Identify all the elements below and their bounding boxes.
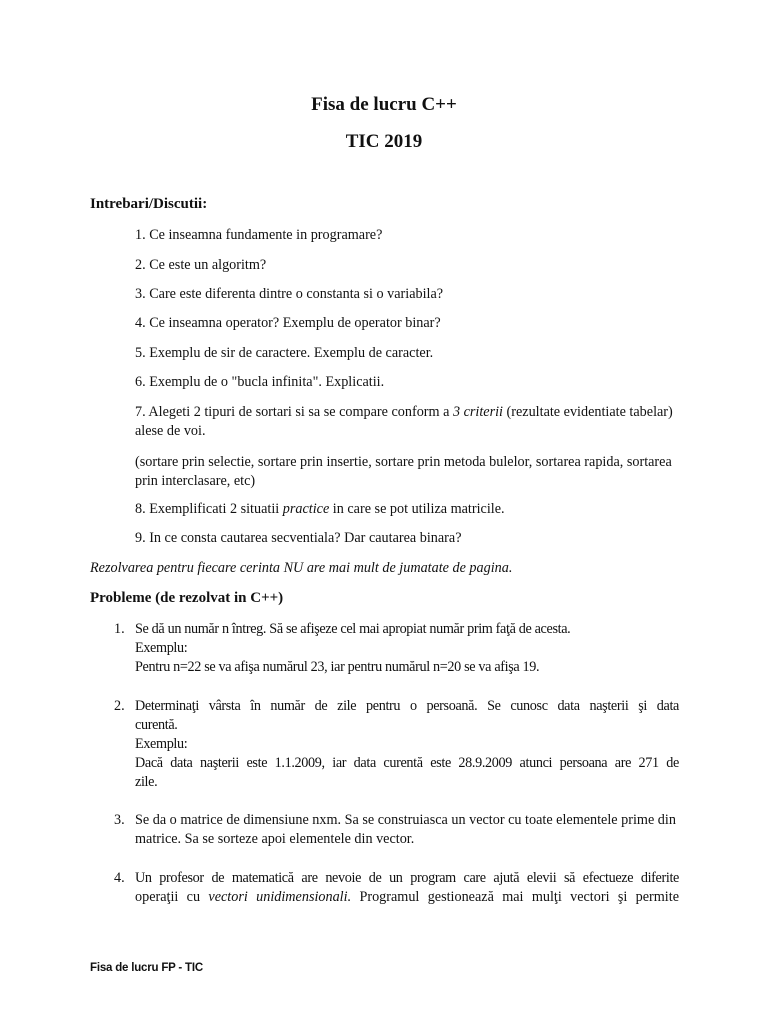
problem-4-emphasis: vectori unidimensionali. [208,889,352,905]
problems-heading: Probleme (de rezolvat in C++) [90,590,284,606]
page-footer: Fisa de lucru FP - TIC [90,962,203,974]
problem-4-line-2-end: Programul gestionează mai mulţi vectori şi permite [351,889,679,905]
problem-2-number: 2. [114,698,125,714]
question-5: 5. Exemplu de sir de caractere. Exemplu de caracter. [135,345,434,361]
question-7-emphasis: 3 criterii [452,404,503,420]
question-2: 2. Ce este un algoritm? [135,257,267,273]
question-7-note: (sortare prin selectie, sortare prin insertie, sortare prin metoda bulelor, sortarea rapida, sortarea prin interclasare, etc) [135,454,672,489]
problem-2-line-3: Exemplu: [135,736,188,752]
question-9: 9. In ce consta cautarea secventiala? Dar cautarea binara? [135,530,462,546]
problem-3-text: Se da o matrice de dimensiune nxm. Sa se construiasca un vector cu toate elementele prime din matrice. Sa se sorteze apoi elementele din vector. [135,812,676,847]
question-3: 3. Care este diferenta dintre o constanta si o variabila? [135,286,444,302]
question-8-start: 8. Exemplificati 2 situatii [135,501,283,517]
problem-1-number: 1. [114,621,125,637]
question-6: 6. Exemplu de o "bucla infinita". Explicatii. [135,374,385,390]
question-7 [135,403,675,441]
question-8 [135,500,675,519]
problem-1-line-2: Exemplu: [135,640,188,656]
problem-4-line-2 [135,888,679,907]
document-subtitle: TIC 2019 [345,131,423,152]
problem-4-line-1: Un profesor de matematică are nevoie de un program care ajută elevii să efectueze diferite [135,870,679,886]
problem-2-line-4: Dacă data naşterii este 1.1.2009, iar data curentă este 28.9.2009 atunci persoana are 271 de [135,755,679,771]
problem-2-line-1: Determinaţi vârsta în număr de zile pentru o persoană. Se cunosc data naşterii şi data [135,698,679,714]
question-4: 4. Ce inseamna operator? Exemplu de operator binar? [135,315,441,331]
question-1: 1. Ce inseamna fundamente in programare? [135,227,383,243]
problem-4-number: 4. [114,870,125,886]
problem-1-line-1: Se dă un număr n întreg. Să se afişeze cel mai apropiat număr prim faţă de acesta. [135,621,571,637]
problem-1-line-3: Pentru n=22 se va afişa numărul 23, iar pentru numărul n=20 se va afişa 19. [135,659,540,675]
problem-2-line-2: curentă. [135,717,178,733]
problem-3-number: 3. [114,812,125,828]
questions-heading: Intrebari/Discutii: [90,196,208,212]
problem-2-line-5: zile. [135,774,158,790]
questions-note: Rezolvarea pentru fiecare cerinta NU are mai mult de jumatate de pagina. [90,560,513,576]
document-title: Fisa de lucru C++ [311,94,457,115]
question-7-end: (rezultate evidentiate tabelar) alese de voi. [135,404,673,439]
question-7-start: 7. Alegeti 2 tipuri de sortari si sa se compare conform a [135,404,453,420]
question-8-end: in care se pot utiliza matricile. [329,501,505,517]
problem-4-line-2-start: operaţii cu [135,889,209,905]
question-8-emphasis: practice [282,501,330,517]
